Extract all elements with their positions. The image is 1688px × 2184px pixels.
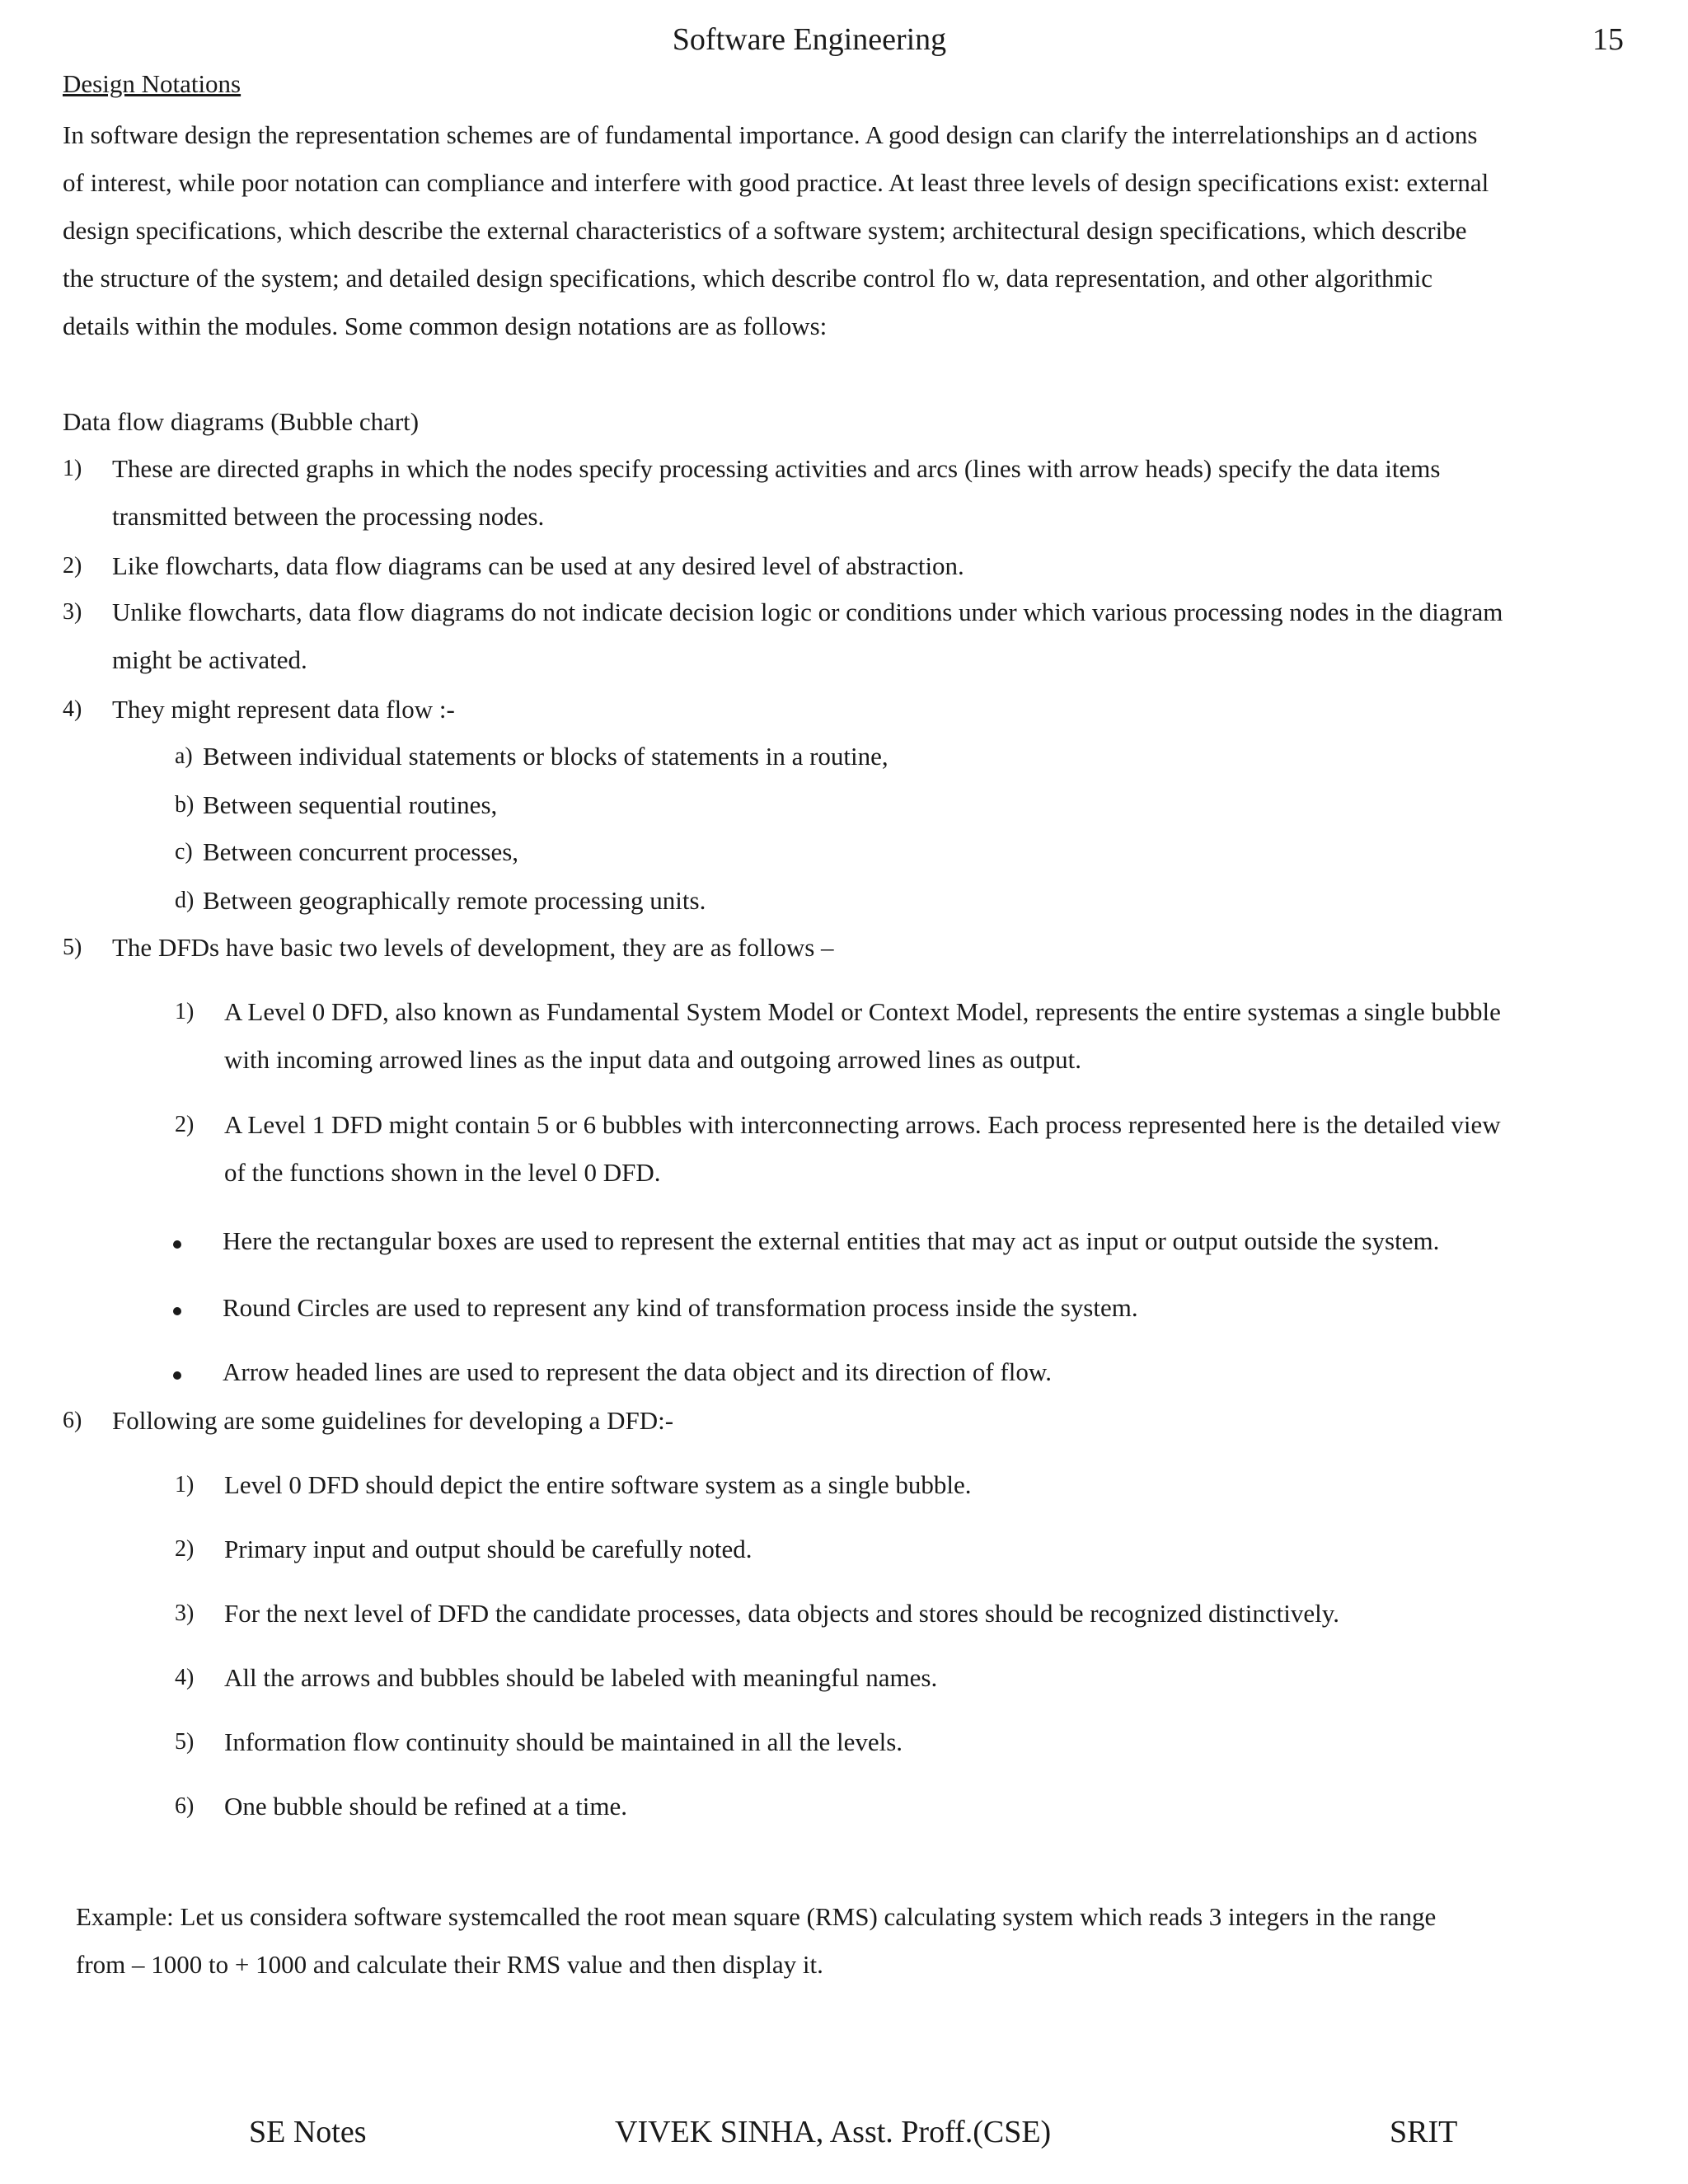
- section-heading: Design Notations: [63, 69, 241, 98]
- sub-list-text: Between concurrent processes,: [203, 837, 519, 866]
- sub-list-text: Between sequential routines,: [203, 790, 498, 819]
- sub-list-letter: c): [175, 839, 193, 865]
- footer-center: VIVEK SINHA, Asst. Proff.(CSE): [615, 2115, 1052, 2149]
- guideline-number: 1): [175, 1472, 195, 1497]
- guideline-number: 5): [175, 1729, 195, 1755]
- guideline-number: 4): [175, 1665, 195, 1690]
- list-number: 1): [63, 456, 82, 481]
- list-item-text: These are directed graphs in which the nodes specify processing activities and arcs (lines with arrow heads) specify the data items: [112, 454, 1441, 483]
- level-number: 1): [175, 999, 195, 1024]
- list-item-text: Unlike flowcharts, data flow diagrams do not indicate decision logic or conditions under which various processing nodes in the diagram: [112, 598, 1503, 626]
- bullet-icon: [173, 1307, 181, 1315]
- list-item-text: Following are some guidelines for developing a DFD:-: [112, 1406, 674, 1435]
- list-number: 5): [63, 935, 82, 960]
- intro-line: details within the modules. Some common design notations are as follows:: [63, 312, 828, 340]
- list-item-text: might be activated.: [112, 645, 307, 674]
- guideline-text: Information flow continuity should be maintained in all the levels.: [224, 1727, 903, 1756]
- list-number: 2): [63, 553, 82, 579]
- guideline-text: Primary input and output should be carefully noted.: [224, 1535, 753, 1563]
- bullet-text: Here the rectangular boxes are used to represent the external entities that may act as input or output outside the system.: [223, 1226, 1440, 1255]
- footer-right: SRIT: [1390, 2115, 1458, 2149]
- intro-line: In software design the representation schemes are of fundamental importance. A good design can clarify the interrelationships an d actions: [63, 120, 1478, 149]
- list-item-text: Like flowcharts, data flow diagrams can be used at any desired level of abstraction.: [112, 551, 964, 580]
- sub-list-letter: b): [175, 792, 195, 818]
- bullet-icon: [173, 1371, 181, 1380]
- guideline-number: 2): [175, 1536, 195, 1562]
- list-item-text: The DFDs have basic two levels of development, they are as follows –: [112, 933, 834, 962]
- list-item-text: transmitted between the processing nodes.: [112, 502, 545, 531]
- level-text: of the functions shown in the level 0 DFD.: [224, 1158, 661, 1187]
- list-number: 4): [63, 696, 82, 722]
- sub-list-letter: d): [175, 888, 195, 913]
- level-text: A Level 1 DFD might contain 5 or 6 bubbles with interconnecting arrows. Each process represented here is the detailed view: [224, 1110, 1501, 1139]
- guideline-number: 6): [175, 1793, 195, 1819]
- intro-line: of interest, while poor notation can compliance and interfere with good practice. At least three levels of design specifications exist: external: [63, 168, 1489, 197]
- sub-list-letter: a): [175, 743, 193, 769]
- sub-list-text: Between individual statements or blocks of statements in a routine,: [203, 742, 889, 771]
- intro-line: design specifications, which describe the external characteristics of a software system; architectural design specifications, which describe: [63, 216, 1467, 245]
- bullet-text: Arrow headed lines are used to represent the data object and its direction of flow.: [223, 1357, 1052, 1386]
- list-number: 3): [63, 599, 82, 625]
- page-number: 15: [1592, 22, 1624, 57]
- bullet-text: Round Circles are used to represent any kind of transformation process inside the system.: [223, 1293, 1138, 1322]
- level-text: A Level 0 DFD, also known as Fundamental System Model or Context Model, represents the entire systemas a single bubble: [224, 997, 1501, 1026]
- example-line: Example: Let us considera software systemcalled the root mean square (RMS) calculating system which reads 3 integers in the range: [76, 1902, 1437, 1931]
- guideline-text: Level 0 DFD should depict the entire software system as a single bubble.: [224, 1470, 972, 1499]
- list-item-text: They might represent data flow :-: [112, 695, 455, 724]
- guideline-number: 3): [175, 1601, 195, 1626]
- footer-left: SE Notes: [249, 2115, 367, 2149]
- example-line: from – 1000 to + 1000 and calculate their RMS value and then display it.: [76, 1950, 823, 1979]
- dfd-heading: Data flow diagrams (Bubble chart): [63, 407, 420, 436]
- page-header-title: Software Engineering: [672, 22, 947, 57]
- intro-line: the structure of the system; and detailed design specifications, which describe control flo w, data representation, and other algorithmic: [63, 264, 1432, 293]
- guideline-text: All the arrows and bubbles should be labeled with meaningful names.: [224, 1663, 938, 1692]
- guideline-text: One bubble should be refined at a time.: [224, 1792, 627, 1821]
- guideline-text: For the next level of DFD the candidate processes, data objects and stores should be recognized distinctively.: [224, 1599, 1339, 1628]
- sub-list-text: Between geographically remote processing units.: [203, 886, 706, 915]
- level-text: with incoming arrowed lines as the input data and outgoing arrowed lines as output.: [224, 1045, 1081, 1074]
- level-number: 2): [175, 1112, 195, 1137]
- list-number: 6): [63, 1408, 82, 1433]
- bullet-icon: [173, 1240, 181, 1249]
